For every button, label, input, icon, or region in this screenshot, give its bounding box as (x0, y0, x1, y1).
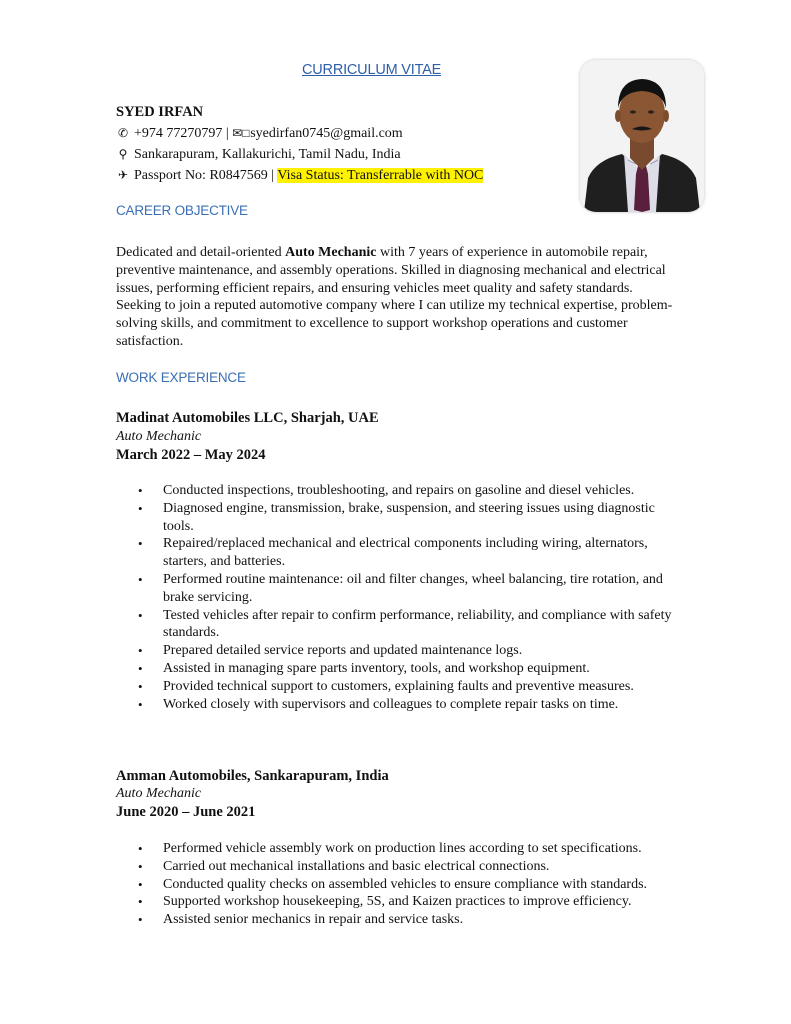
list-item: • Tested vehicles after repair to confirm performance, reliability, and compliance with safety standards. (116, 607, 686, 643)
document-title: CURRICULUM VITAE (302, 62, 442, 78)
contact-passport-line (116, 166, 483, 185)
candidate-name: SYED IRFAN (116, 104, 204, 120)
job-company: Madinat Automobiles LLC, Sharjah, UAE (116, 410, 379, 426)
email-address[interactable]: syedirfan0745@gmail.com (250, 126, 403, 141)
list-item: • Conducted quality checks on assembled vehicles to ensure compliance with standards. (116, 876, 686, 894)
list-item: • Prepared detailed service reports and updated maintenance logs. (116, 642, 686, 660)
objective-text-rest: with 7 years of experience in automobile repair, preventive maintenance, and assembly operations. Skilled in diagnosing mechanical and electrical issues, performing efficient repairs, and ensuring vehicles meet quality and safety standards. Seeking to join a reputed automotive company where I can utilize my technical expertise, problem-solving skills, and commitment to excellence to support workshop operations and customer satisfaction. (116, 245, 673, 349)
email-icon: ✉□ (232, 126, 250, 140)
contact-address-line (116, 145, 401, 164)
list-item: • Conducted inspections, troubleshooting, and repairs on gasoline and diesel vehicles. (116, 482, 686, 500)
list-item: • Repaired/replaced mechanical and electrical components including wiring, alternators, starters, and batteries. (116, 535, 686, 571)
work-experience-heading: WORK EXPERIENCE (116, 370, 246, 385)
list-item: • Performed vehicle assembly work on production lines according to set specifications. (116, 840, 686, 858)
job-responsibilities-list (116, 840, 686, 929)
passport-icon: ✈ (117, 168, 129, 182)
contact-phone-email-line (116, 124, 403, 143)
objective-job-title: Auto Mechanic (285, 245, 377, 260)
list-item: • Performed routine maintenance: oil and filter changes, wheel balancing, tire rotation, and brake servicing. (116, 571, 686, 607)
phone-number: +974 77270797 (134, 126, 223, 141)
passport-number: Passport No: R0847569 (134, 168, 268, 183)
phone-icon: ✆ (117, 126, 129, 140)
career-objective-text (116, 244, 676, 351)
job-dates: March 2022 – May 2024 (116, 447, 266, 463)
job-role: Auto Mechanic (116, 429, 202, 444)
job-role: Auto Mechanic (116, 786, 202, 801)
job-company: Amman Automobiles, Sankarapuram, India (116, 768, 389, 784)
objective-text-start: Dedicated and detail-oriented (116, 245, 286, 260)
visa-status: Visa Status: Transferrable with NOC (277, 168, 484, 183)
list-item: • Provided technical support to customers, explaining faults and preventive measures. (116, 678, 686, 696)
career-objective-heading: CAREER OBJECTIVE (116, 203, 248, 218)
separator: | (271, 168, 275, 183)
address: Sankarapuram, Kallakurichi, Tamil Nadu, India (134, 147, 401, 162)
list-item: • Assisted senior mechanics in repair and service tasks. (116, 911, 686, 929)
list-item: • Diagnosed engine, transmission, brake, suspension, and steering issues using diagnostic tools. (116, 500, 686, 536)
list-item: • Assisted in managing spare parts inventory, tools, and workshop equipment. (116, 660, 686, 678)
list-item: • Worked closely with supervisors and colleagues to complete repair tasks on time. (116, 696, 686, 714)
list-item: • Carried out mechanical installations and basic electrical connections. (116, 858, 686, 876)
job-responsibilities-list (116, 482, 686, 713)
list-item: • Supported workshop housekeeping, 5S, and Kaizen practices to improve efficiency. (116, 893, 686, 911)
profile-photo (580, 60, 704, 212)
job-dates: June 2020 – June 2021 (116, 804, 256, 820)
separator: | (225, 126, 229, 141)
location-pin-icon: ⚲ (118, 147, 128, 161)
